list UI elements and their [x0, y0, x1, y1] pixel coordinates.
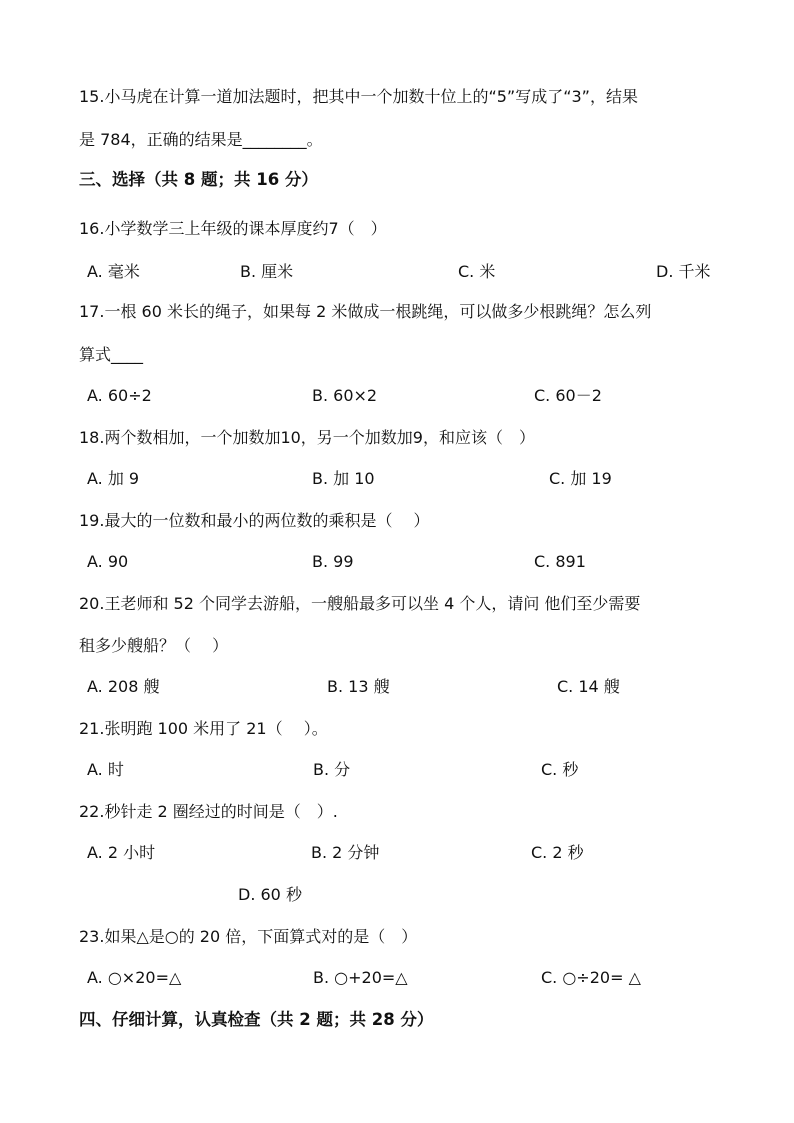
question-16-option-c[interactable]: C. 米 — [458, 262, 496, 281]
question-21-option-c[interactable]: C. 秒 — [541, 760, 579, 779]
question-19-option-a[interactable]: A. 90 — [87, 552, 129, 571]
question-20-option-b[interactable]: B. 13 艘 — [327, 677, 390, 696]
question-17-option-c[interactable]: C. 60－2 — [534, 386, 602, 405]
question-18-option-a[interactable]: A. 加 9 — [87, 469, 140, 488]
question-17-option-b[interactable]: B. 60×2 — [312, 386, 378, 405]
question-22-stem: 22.秒针走 2 圈经过的时间是（ ）. — [79, 802, 338, 821]
question-19-option-c[interactable]: C. 891 — [534, 552, 586, 571]
section-3-heading: 三、选择（共 8 题；共 16 分） — [79, 170, 318, 189]
question-23-option-b[interactable]: B. ○+20=△ — [313, 968, 408, 987]
question-15-line-2: 是 784，正确的结果是________。 — [79, 130, 323, 149]
question-23-option-c[interactable]: C. ○÷20= △ — [541, 968, 641, 987]
question-20-stem-line-2: 租多少艘船？（ ） — [79, 636, 229, 655]
question-18-stem: 18.两个数相加，一个加数加10，另一个加数加9，和应该（ ） — [79, 428, 535, 447]
question-21-stem: 21.张明跑 100 米用了 21（ ）。 — [79, 719, 328, 738]
question-16-option-b[interactable]: B. 厘米 — [240, 262, 294, 281]
question-17-stem-line-2: 算式____ — [79, 345, 144, 364]
section-4-heading: 四、仔细计算，认真检查（共 2 题；共 28 分） — [79, 1010, 434, 1029]
question-16-stem: 16.小学数学三上年级的课本厚度约7（ ） — [79, 219, 387, 238]
question-16-option-a[interactable]: A. 毫米 — [87, 262, 140, 281]
question-19-option-b[interactable]: B. 99 — [312, 552, 354, 571]
question-19-stem: 19.最大的一位数和最小的两位数的乘积是（ ） — [79, 511, 430, 530]
question-16-option-d[interactable]: D. 千米 — [656, 262, 711, 281]
question-22-option-c[interactable]: C. 2 秒 — [531, 843, 584, 862]
question-17-stem-line-1: 17.一根 60 米长的绳子，如果每 2 米做成一根跳绳，可以做多少根跳绳？怎么列 — [79, 302, 652, 321]
question-23-option-a[interactable]: A. ○×20=△ — [87, 968, 182, 987]
question-18-option-b[interactable]: B. 加 10 — [312, 469, 375, 488]
question-23-stem: 23.如果△是○的 20 倍，下面算式对的是（ ） — [79, 927, 418, 946]
question-21-option-b[interactable]: B. 分 — [313, 760, 351, 779]
question-22-option-d[interactable]: D. 60 秒 — [238, 885, 302, 904]
question-18-option-c[interactable]: C. 加 19 — [549, 469, 612, 488]
question-20-option-a[interactable]: A. 208 艘 — [87, 677, 160, 696]
question-22-option-a[interactable]: A. 2 小时 — [87, 843, 156, 862]
question-20-option-c[interactable]: C. 14 艘 — [557, 677, 620, 696]
question-15-line-1: 15.小马虎在计算一道加法题时，把其中一个加数十位上的“5”写成了“3”，结果 — [79, 87, 638, 106]
question-21-option-a[interactable]: A. 时 — [87, 760, 124, 779]
question-17-option-a[interactable]: A. 60÷2 — [87, 386, 152, 405]
question-20-stem-line-1: 20.王老师和 52 个同学去游船，一艘船最多可以坐 4 个人，请问 他们至少需要 — [79, 594, 641, 613]
question-22-option-b[interactable]: B. 2 分钟 — [311, 843, 380, 862]
